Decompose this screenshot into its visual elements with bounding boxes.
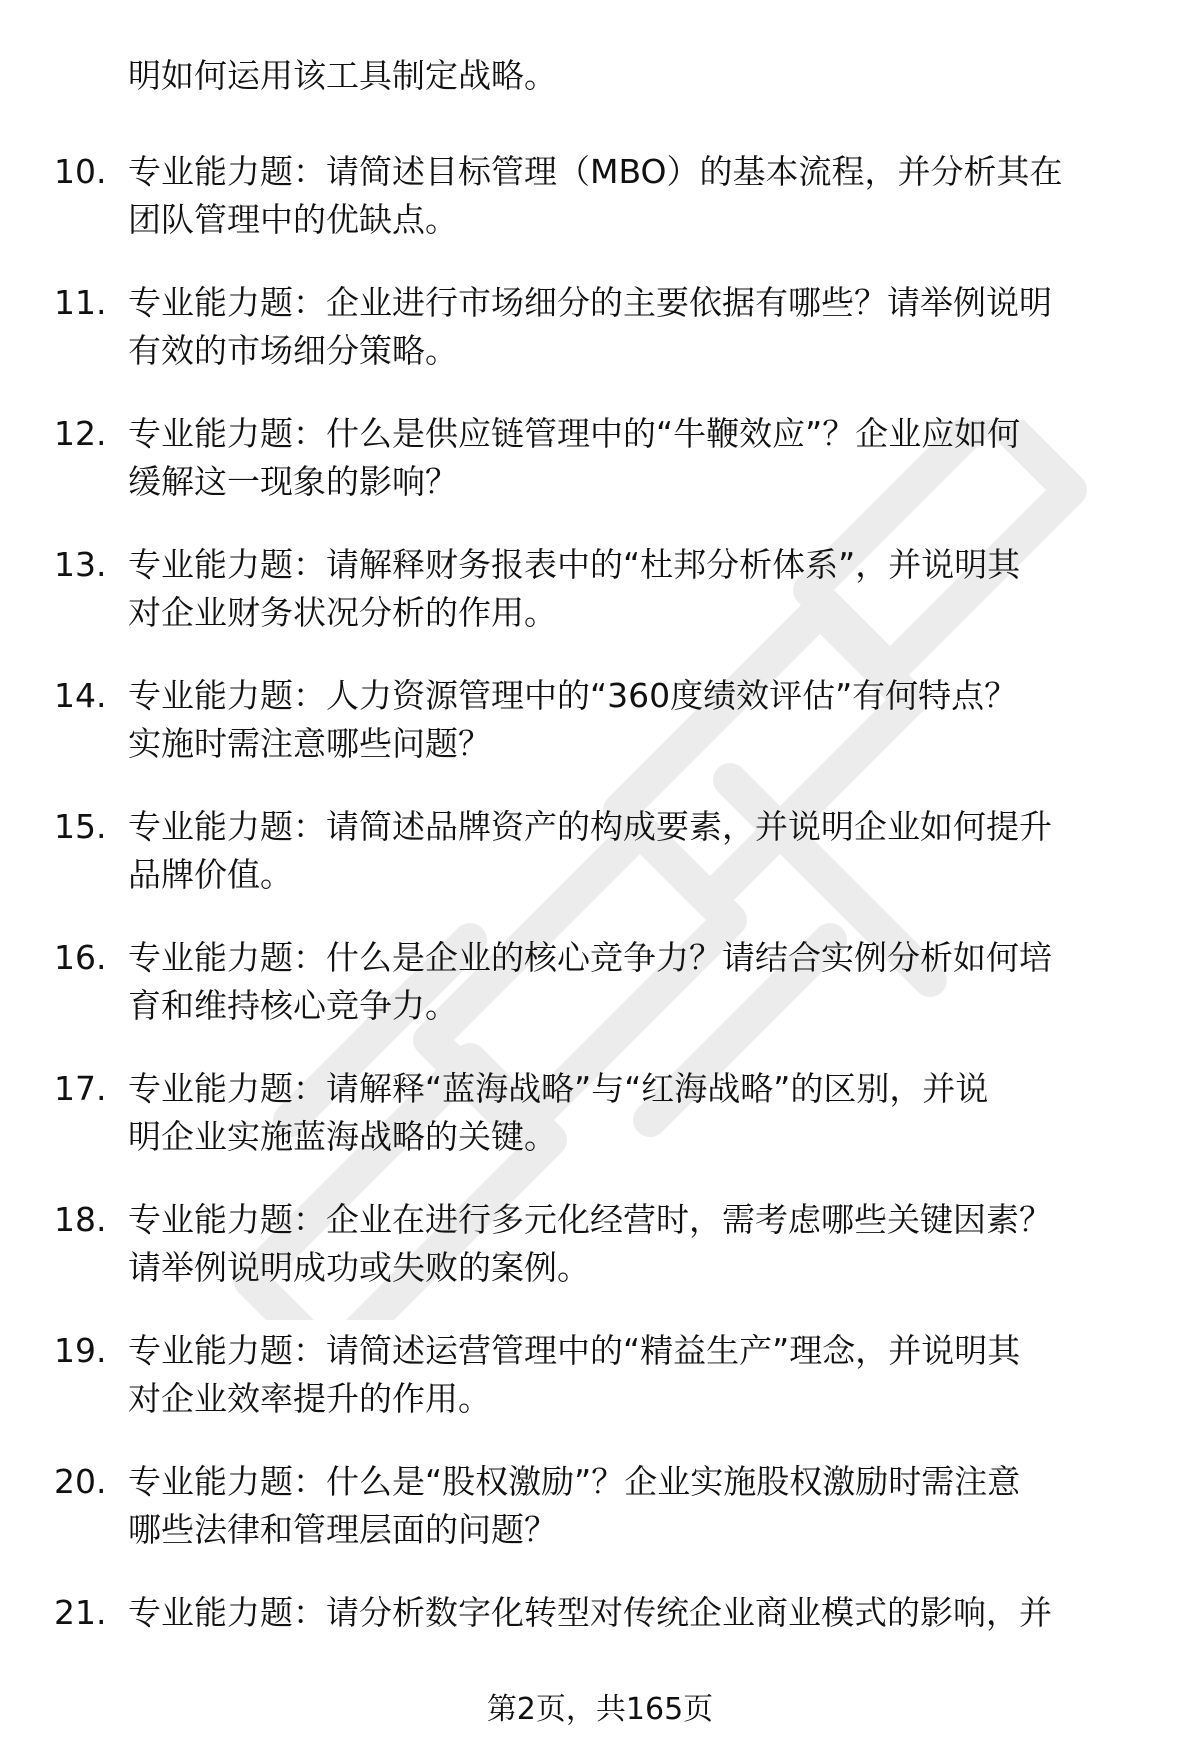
continuation-text: 明如何运用该工具制定战略。 (128, 56, 557, 95)
item-text (128, 1327, 1148, 1423)
item-text (128, 672, 1148, 768)
item-number: 12. (54, 414, 107, 453)
list-item (0, 1182, 1200, 1313)
item-line: 专业能力题：企业在进行多元化经营时，需考虑哪些关键因素？ (128, 1200, 1052, 1239)
item-line: 专业能力题：请简述运营管理中的“精益生产”理念，并说明其 (128, 1331, 1021, 1370)
item-line: 对企业财务状况分析的作用。 (128, 593, 557, 632)
item-text (128, 1065, 1148, 1161)
item-line: 专业能力题：请解释“蓝海战略”与“红海战略”的区别，并说 (128, 1069, 989, 1108)
item-number: 14. (54, 676, 107, 715)
item-line: 专业能力题：企业进行市场细分的主要依据有哪些？请举例说明 (128, 283, 1052, 322)
page-footer: 第2页，共165页 (486, 1692, 714, 1727)
list-item (0, 265, 1200, 396)
item-line: 有效的市场细分策略。 (128, 331, 458, 370)
item-line: 明企业实施蓝海战略的关键。 (128, 1117, 557, 1156)
list-item (0, 1444, 1200, 1575)
item-line: 请举例说明成功或失败的案例。 (128, 1248, 590, 1287)
list-item (0, 658, 1200, 789)
item-number: 11. (54, 283, 107, 322)
item-line: 专业能力题：请简述品牌资产的构成要素，并说明企业如何提升 (128, 807, 1052, 846)
list-item (0, 1313, 1200, 1444)
item-line: 专业能力题：什么是“股权激励”？企业实施股权激励时需注意 (128, 1462, 1021, 1501)
item-number: 18. (54, 1200, 107, 1239)
item-text (128, 410, 1148, 506)
item-text (128, 934, 1148, 1030)
item-text (128, 1458, 1148, 1554)
item-number: 21. (54, 1593, 107, 1632)
list-item (0, 1051, 1200, 1182)
item-text (128, 803, 1148, 899)
item-line: 专业能力题：请简述目标管理（MBO）的基本流程，并分析其在 (128, 152, 1063, 191)
item-line: 专业能力题：请解释财务报表中的“杜邦分析体系”，并说明其 (128, 545, 1021, 584)
question-list (0, 134, 1200, 1706)
item-number: 16. (54, 938, 107, 977)
list-item (0, 134, 1200, 265)
list-item (0, 396, 1200, 527)
item-line: 团队管理中的优缺点。 (128, 200, 458, 239)
item-line: 品牌价值。 (128, 855, 293, 894)
item-line: 专业能力题：什么是企业的核心竞争力？请结合实例分析如何培 (128, 938, 1052, 977)
item-line: 实施时需注意哪些问题？ (128, 724, 491, 763)
list-item (0, 1575, 1200, 1706)
item-line: 专业能力题：人力资源管理中的“360度绩效评估”有何特点？ (128, 676, 1018, 715)
item-line: 哪些法律和管理层面的问题？ (128, 1510, 557, 1549)
item-line: 缓解这一现象的影响？ (128, 462, 458, 501)
item-text (128, 148, 1148, 244)
item-text (128, 279, 1148, 375)
list-item (0, 789, 1200, 920)
item-number: 19. (54, 1331, 107, 1370)
item-number: 15. (54, 807, 107, 846)
item-line: 育和维持核心竞争力。 (128, 986, 458, 1025)
item-line: 专业能力题：请分析数字化转型对传统企业商业模式的影响，并 (128, 1593, 1052, 1632)
item-text (128, 1196, 1148, 1292)
item-text (128, 541, 1148, 637)
item-number: 10. (54, 152, 107, 191)
list-item (0, 527, 1200, 658)
item-text (128, 1589, 1148, 1637)
item-number: 13. (54, 545, 107, 584)
item-line: 对企业效率提升的作用。 (128, 1379, 491, 1418)
list-item (0, 920, 1200, 1051)
item-number: 20. (54, 1462, 107, 1501)
item-number: 17. (54, 1069, 107, 1108)
item-line: 专业能力题：什么是供应链管理中的“牛鞭效应”？企业应如何 (128, 414, 1021, 453)
